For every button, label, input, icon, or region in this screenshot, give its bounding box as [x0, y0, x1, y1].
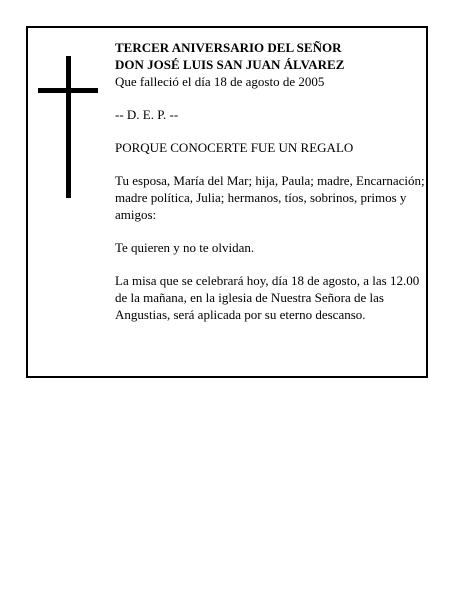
notice-text — [115, 39, 425, 339]
cross-icon — [38, 56, 98, 198]
family-paragraph: Tu esposa, María del Mar; hija, Paula; madre, Encarnación; madre política, Julia; hermanos, tíos, sobrinos, primos y amigos: — [115, 173, 425, 222]
mass-paragraph: La misa que se celebrará hoy, día 18 de agosto, a las 12.00 de la mañana, en la iglesia de Nuestra Señora de las Angustias, será aplicada por su eterno descanso. — [115, 273, 420, 322]
title-line-1: TERCER ANIVERSARIO DEL SEÑOR — [115, 40, 342, 55]
title-line-2: DON JOSÉ LUIS SAN JUAN ÁLVAREZ — [115, 57, 345, 72]
obituary-notice — [26, 26, 428, 378]
motto-line: PORQUE CONOCERTE FUE UN REGALO — [115, 140, 354, 155]
message-paragraph: Te quieren y no te olvidan. — [115, 240, 255, 255]
cross-horizontal-bar — [38, 88, 98, 93]
cross-vertical-bar — [66, 56, 71, 198]
death-date-line: Que falleció el día 18 de agosto de 2005 — [115, 74, 325, 89]
dep-line: -- D. E. P. -- — [115, 107, 179, 122]
